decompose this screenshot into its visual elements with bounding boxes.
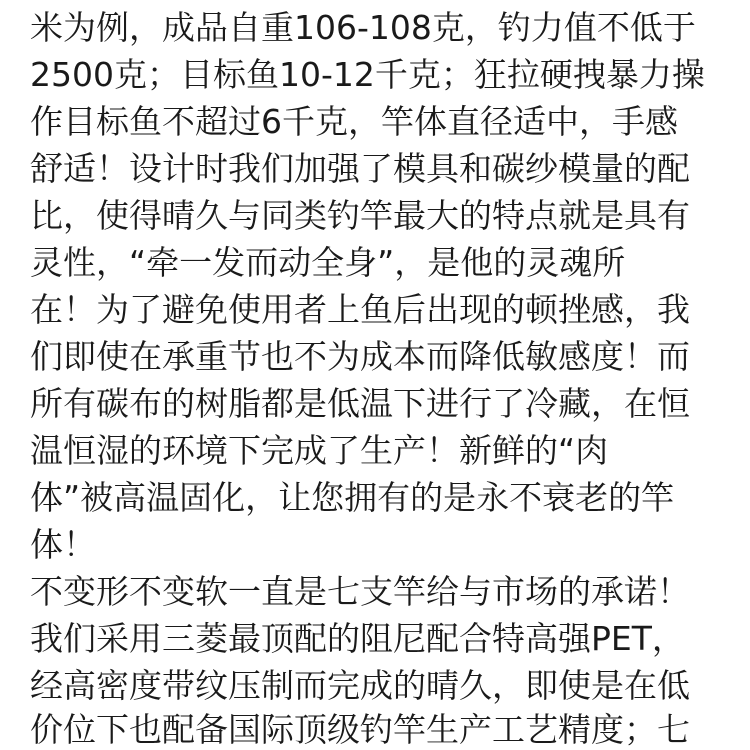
- text-line-6: 灵性，“牵一发而动全身”，是他的灵魂所: [30, 243, 626, 282]
- text-line-2: 2500克；目标鱼10-12千克；狂拉硬拽暴力操: [30, 55, 705, 94]
- text-line-3: 作目标鱼不超过6千克，竿体直径适中，手感: [30, 102, 678, 141]
- text-line-16: 价位下也配备国际顶级钓竿生产工艺精度；七: [30, 710, 690, 749]
- text-line-9: 所有碳布的树脂都是低温下进行了冷藏，在恒: [30, 384, 690, 423]
- text-line-4: 舒适！设计时我们加强了模具和碳纱模量的配: [30, 149, 690, 188]
- text-line-14: 我们采用三菱最顶配的阻尼配合特高强PET，: [30, 619, 685, 658]
- text-line-5: 比，使得晴久与同类钓竿最大的特点就是具有: [30, 196, 690, 235]
- text-line-10: 温恒湿的环境下完成了生产！新鲜的“肉: [30, 431, 609, 470]
- text-line-11: 体”被高温固化，让您拥有的是永不衰老的竿: [30, 478, 675, 517]
- text-line-1: 米为例，成品自重106-108克，钓力值不低于: [30, 8, 696, 47]
- text-line-13: 不变形不变软一直是七支竿给与市场的承诺！: [30, 572, 690, 611]
- text-line-8: 们即使在承重节也不为成本而降低敏感度！而: [30, 337, 690, 376]
- text-line-12: 体！: [30, 525, 96, 564]
- text-line-7: 在！为了避免使用者上鱼后出现的顿挫感，我: [30, 290, 690, 329]
- text-line-15: 经高密度带纹压制而完成的晴久，即使是在低: [30, 666, 690, 705]
